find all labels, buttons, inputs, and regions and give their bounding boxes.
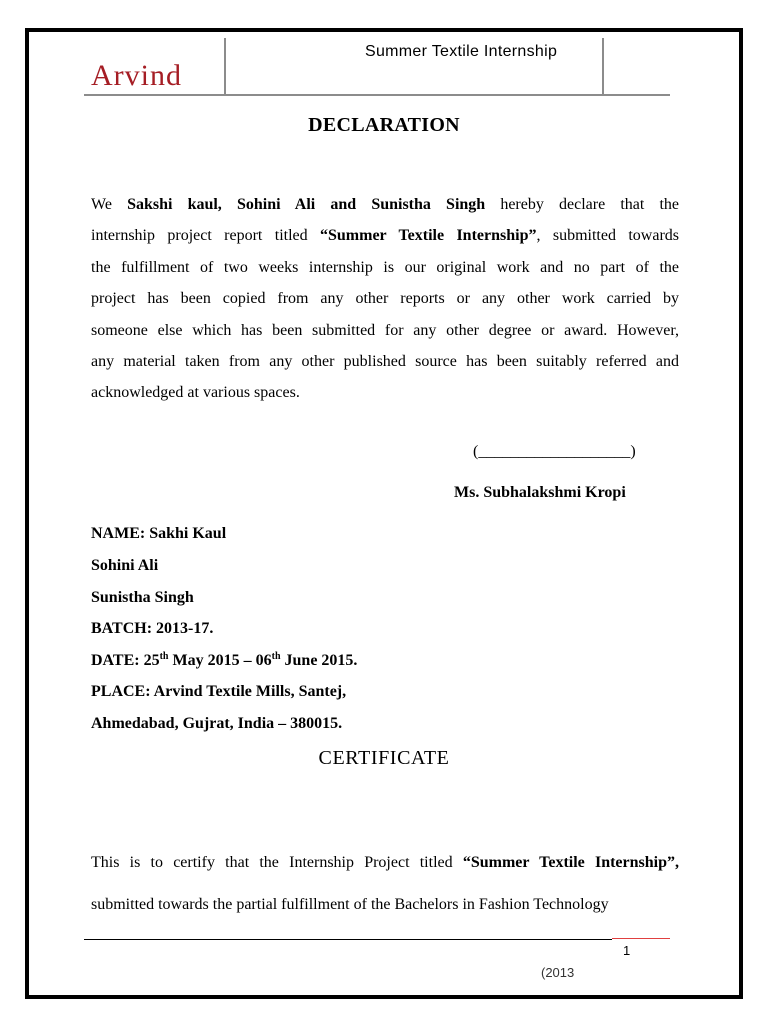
text-run: This is to certify that the Internship Project titled xyxy=(91,854,463,871)
certificate-heading: CERTIFICATE xyxy=(318,747,450,769)
paragraph-line xyxy=(91,220,679,251)
name-second: Sohini Ali xyxy=(91,557,159,574)
header-divider-right xyxy=(602,38,604,96)
text-run: We xyxy=(91,196,128,213)
date-line xyxy=(91,652,357,670)
logo-text: Arvind xyxy=(91,59,182,92)
date-part: June 2015. xyxy=(280,652,358,669)
header-divider-left xyxy=(224,38,226,96)
text-run: someone else which has been submitted for any other degree or award. However, xyxy=(91,321,679,339)
paragraph-line xyxy=(91,252,679,283)
date-suffix: th xyxy=(159,651,169,662)
paragraph-line xyxy=(91,884,679,926)
date-part: May 2015 – 06 xyxy=(168,652,272,669)
header-rule xyxy=(84,94,670,96)
declaration-paragraph xyxy=(91,189,679,409)
footer-rule xyxy=(84,939,612,940)
paragraph-line xyxy=(91,315,679,346)
bold-text: “Summer Textile Internship” xyxy=(320,227,537,245)
arvind-logo xyxy=(89,56,219,92)
text-run: any material taken from any other published source has been suitably referred and xyxy=(91,352,679,370)
text-run: submitted towards the partial fulfillment of the Bachelors in Fashion Technology xyxy=(91,896,609,913)
name-line: NAME: Sakhi Kaul xyxy=(91,525,227,542)
place-line: PLACE: Arvind Textile Mills, Santej, xyxy=(91,683,347,700)
date-suffix: th xyxy=(271,651,281,662)
footer-cut-text: (2013 xyxy=(541,965,575,980)
text-run: acknowledged at various spaces. xyxy=(91,384,300,402)
bold-text: “Summer Textile Internship”, xyxy=(462,854,679,871)
date-part: DATE: 25 xyxy=(91,652,160,669)
certificate-paragraph xyxy=(91,842,679,926)
paragraph-line xyxy=(91,842,679,884)
text-run: the fulfillment of two weeks internship is our original work and no part of the xyxy=(91,258,679,276)
paragraph-line xyxy=(91,377,679,408)
paragraph-line xyxy=(91,346,679,377)
batch-line: BATCH: 2013-17. xyxy=(91,620,214,637)
signatory-name: Ms. Subhalakshmi Kropi xyxy=(454,484,626,501)
text-run: , submitted towards xyxy=(536,227,679,245)
text-run: project has been copied from any other reports or any other work carried by xyxy=(91,290,679,308)
paragraph-line xyxy=(91,189,679,220)
page-number: 1 xyxy=(623,943,631,958)
document-page xyxy=(25,28,743,999)
text-run: internship project report titled xyxy=(91,227,320,245)
name-third: Sunistha Singh xyxy=(91,589,194,606)
text-run: hereby declare that the xyxy=(485,196,679,213)
paragraph-line xyxy=(91,283,679,314)
header-title: Summer Textile Internship xyxy=(365,43,558,60)
declaration-heading: DECLARATION xyxy=(308,114,460,136)
footer-accent-rule xyxy=(612,938,670,939)
place-line-continued: Ahmedabad, Gujrat, India – 380015. xyxy=(91,715,343,732)
bold-text: Sakshi kaul, Sohini Ali and Sunistha Singh xyxy=(127,196,486,213)
signature-line: (___________________) xyxy=(473,443,636,460)
